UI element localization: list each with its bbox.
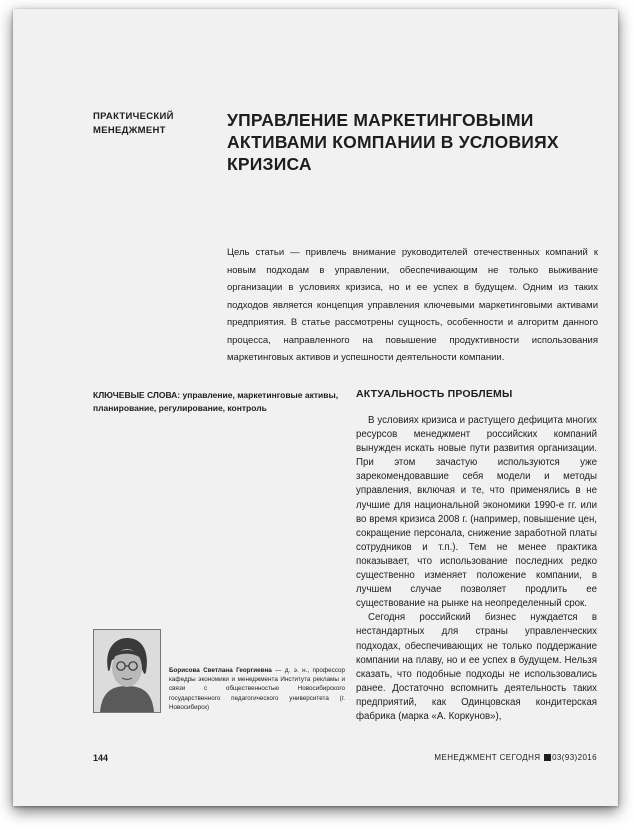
article-body bbox=[356, 414, 597, 724]
body-paragraph-1: В условиях кризиса и растущего дефицита многих ресурсов менеджмент российских компаний вынужден искать новые пути развития организации. При этом зачастую используются уже зарекомендовавшие себя модели и методы управления, включая и те, что применялись в не лучшие для национальной экономики 1990-е гг. или во время кризиса 2008 г. (например, повышение цен, сокращение персонала, снижение заработной платы сотрудников и т.п.). Тем не менее практика показывает, что использование последних редко существенно изменяет положение компании, в лучшем случае позволяет продлить ее существование на рынке на неопределенный срок. bbox=[356, 415, 597, 610]
article-abstract: Цель статьи — привлечь внимание руководителей отечественных компаний к новым подходам в управлении, обеспечивающим не только выживание организации в условиях кризиса, но и ее успех в будущем. Одним из таких подходов является концепция управления ключевыми маркетинговыми активами предприятия. В статье рассмотрены сущность, особенности и алгоритм данного процесса, направленного на повышение продуктивности использования маркетинговых активов и успешности деятельности компании. bbox=[227, 247, 598, 363]
square-bullet-icon bbox=[544, 754, 551, 761]
author-photo bbox=[93, 629, 161, 713]
article-title: УПРАВЛЕНИЕ МАРКЕТИНГОВЫМИ АКТИВАМИ КОМПАНИИ В УСЛОВИЯХ КРИЗИСА bbox=[227, 110, 559, 174]
journal-footer bbox=[393, 753, 597, 762]
keywords-block bbox=[93, 389, 341, 414]
author-description: — д. э. н., профессор кафедры экономики и менеджмента Института рекламы и связи с общественностью Новосибирского государственного педагогического университета (г. Новосибирск) bbox=[169, 667, 345, 711]
author-info bbox=[169, 666, 345, 712]
keywords-value: управление, маркетинговые активы, планирование, регулирование, контроль bbox=[93, 390, 339, 413]
keywords-label: КЛЮЧЕВЫЕ СЛОВА: bbox=[93, 390, 181, 400]
journal-page bbox=[13, 9, 618, 806]
section-heading: АКТУАЛЬНОСТЬ ПРОБЛЕМЫ bbox=[356, 388, 513, 400]
section-label: ПРАКТИЧЕСКИЙ МЕНЕДЖМЕНТ bbox=[93, 111, 174, 136]
journal-name: МЕНЕДЖМЕНТ СЕГОДНЯ bbox=[434, 753, 541, 762]
body-paragraph-2: Сегодня российский бизнес нуждается в нестандартных для страны управленческих подходах, обеспечивающих не только поддержание компании на плаву, но и ее успех в будущем. Нельзя сказать, что подобные подходы не использовались ранее. Достаточно вспомнить деятельность таких предприятий, как Одинцовская кондитерская фабрика (марка «А. Коркунов»), bbox=[356, 612, 597, 722]
page-number: 144 bbox=[93, 753, 109, 763]
author-name: Борисова Светлана Георгиевна bbox=[169, 667, 272, 674]
journal-issue: 03(93)2016 bbox=[552, 753, 597, 762]
